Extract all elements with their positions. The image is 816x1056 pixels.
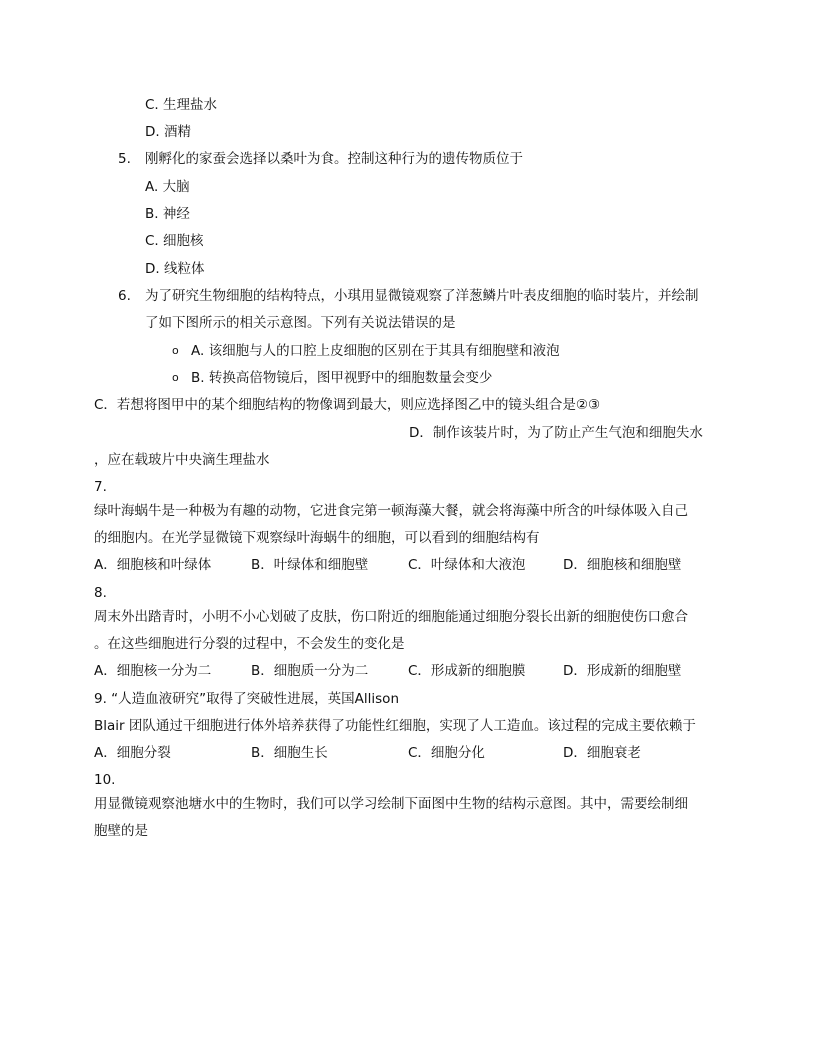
q6-number: 6. bbox=[118, 288, 131, 304]
q10-text-line-1: 用显微镜观察池塘水中的生物时，我们可以学习绘制下面图中生物的结构示意图。其中，需要绘制细 bbox=[94, 796, 688, 812]
bullet-icon: o bbox=[172, 344, 179, 357]
q4-option-d: D. 酒精 bbox=[145, 124, 191, 140]
q6-stem-line-1 bbox=[118, 286, 699, 306]
q8-text-line-2: 。在这些细胞进行分裂的过程中，不会发生的变化是 bbox=[94, 636, 405, 652]
q8-option-d: D．形成新的细胞壁 bbox=[563, 663, 682, 679]
q5-option-d: D. 线粒体 bbox=[145, 261, 205, 277]
q9-option-c: C．细胞分化 bbox=[408, 745, 485, 761]
q6-option-c: C．若想将图甲中的某个细胞结构的物像调到最大，则应选择图乙中的镜头组合是②③ bbox=[94, 397, 601, 413]
q4-option-c: C. 生理盐水 bbox=[145, 97, 218, 113]
bullet-icon: o bbox=[172, 371, 179, 384]
q10-text-line-2: 胞壁的是 bbox=[94, 823, 148, 839]
q8-option-b: B．细胞质一分为二 bbox=[251, 663, 369, 679]
q9-option-a: A．细胞分裂 bbox=[94, 745, 171, 761]
q8-text-line-1: 周末外出踏青时，小明不小心划破了皮肤，伤口附近的细胞能通过细胞分裂长出新的细胞使伤口愈合 bbox=[94, 609, 688, 625]
q5-number: 5. bbox=[118, 151, 131, 167]
q9-text-line-2: Blair 团队通过干细胞进行体外培养获得了功能性红细胞，实现了人工造血。该过程的完成主要依赖于 bbox=[94, 718, 696, 734]
q5-option-c: C. 细胞核 bbox=[145, 233, 204, 249]
q6-text-1: 为了研究生物细胞的结构特点，小琪用显微镜观察了洋葱鳞片叶表皮细胞的临时装片，并绘制 bbox=[145, 288, 699, 304]
q7-option-c: C．叶绿体和大液泡 bbox=[408, 557, 526, 573]
q8-option-c: C．形成新的细胞膜 bbox=[408, 663, 526, 679]
q7-option-d: D．细胞核和细胞壁 bbox=[563, 557, 682, 573]
q6-option-b: B. 转换高倍物镜后，图甲视野中的细胞数量会变少 bbox=[191, 370, 493, 386]
q6-stem-line-2: 了如下图所示的相关示意图。下列有关说法错误的是 bbox=[145, 315, 456, 331]
q5-text: 刚孵化的家蚕会选择以桑叶为食。控制这种行为的遗传物质位于 bbox=[145, 151, 523, 167]
q7-option-a: A．细胞核和叶绿体 bbox=[94, 557, 212, 573]
q8-option-a: A．细胞核一分为二 bbox=[94, 663, 212, 679]
q7-text-line-2: 的细胞内。在光学显微镜下观察绿叶海蜗牛的细胞，可以看到的细胞结构有 bbox=[94, 530, 540, 546]
q7-text-line-1: 绿叶海蜗牛是一种极为有趣的动物，它进食完第一顿海藻大餐，就会将海藻中所含的叶绿体吸入自己 bbox=[94, 503, 688, 519]
q5-option-a: A. 大脑 bbox=[145, 179, 190, 195]
q6-option-d-line-2: ，应在载玻片中央滴生理盐水 bbox=[94, 452, 270, 468]
q7-option-b: B．叶绿体和细胞壁 bbox=[251, 557, 369, 573]
q9-option-b: B．细胞生长 bbox=[251, 745, 328, 761]
q8-number: 8. bbox=[94, 585, 107, 601]
q5-stem bbox=[118, 149, 523, 169]
q5-option-b: B. 神经 bbox=[145, 206, 190, 222]
q7-number: 7. bbox=[94, 479, 107, 495]
q9-option-d: D．细胞衰老 bbox=[563, 745, 641, 761]
q6-option-d-line-1: D．制作该装片时，为了防止产生气泡和细胞失水 bbox=[409, 425, 703, 441]
q10-number: 10. bbox=[94, 772, 116, 788]
q6-option-a: A. 该细胞与人的口腔上皮细胞的区别在于其具有细胞壁和液泡 bbox=[191, 343, 560, 359]
q9-text-line-1: 9. “人造血液研究”取得了突破性进展，英国Allison bbox=[94, 691, 399, 707]
